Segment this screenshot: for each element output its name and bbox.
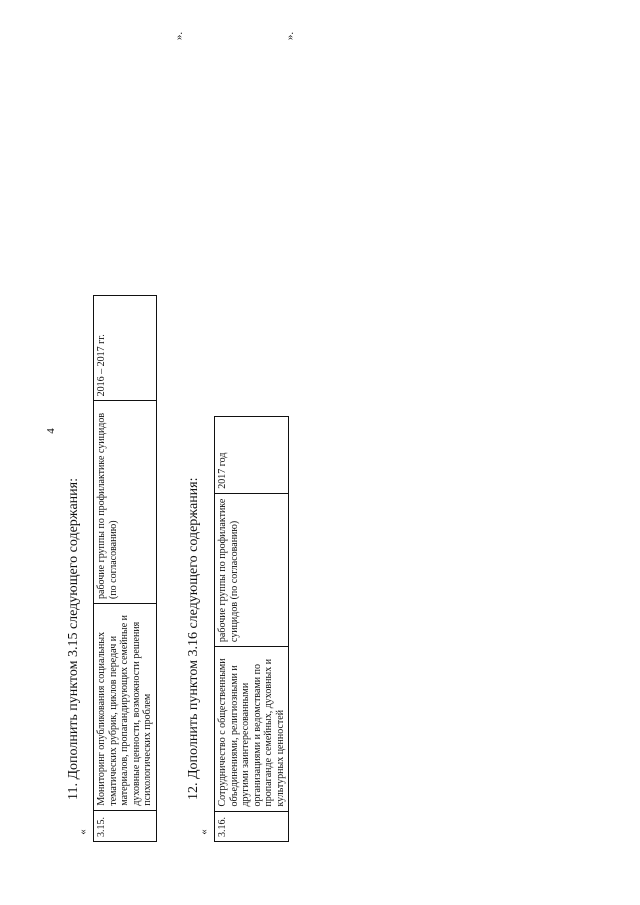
row-number: 3.16.: [215, 811, 289, 841]
section-12-table-wrap: [214, 416, 289, 842]
section-11-table: [93, 295, 157, 842]
section-12-quote-close: ».: [284, 31, 297, 41]
row-number: 3.15.: [94, 810, 157, 841]
row-term: 2017 год: [215, 417, 289, 494]
row-term: 2016 – 2017 гг.: [94, 296, 157, 401]
section-11-quote-open: «: [76, 829, 89, 835]
section-11-heading: 11. Дополнить пунктом 3.15 следующего содержания:: [66, 478, 81, 800]
row-responsible: рабочие группы по профилактике суицидов (по согласованию): [215, 493, 289, 646]
row-description: Сотрудничество с общественными объединениями, религиозными и другими заинтересованными организациями и ведомствами по пропаганде семейных, духовных и культурных ценностей: [215, 647, 289, 811]
section-11-quote-close: ».: [173, 31, 186, 41]
section-11-table-wrap: [93, 295, 157, 842]
section-12-table: [214, 416, 289, 842]
row-description: Мониторинг опубликования социальных тематических рубрик, циклов передач и материалов, пропагандирующих семейные и духовные ценности, возможности решения психологических проблем: [94, 604, 157, 811]
page-number: 4: [45, 428, 57, 434]
table-row: [215, 417, 289, 842]
section-12-quote-open: «: [197, 829, 210, 835]
section-12-heading: 12. Дополнить пунктом 3.16 следующего содержания:: [186, 477, 201, 800]
row-responsible: рабочие группы по профилактике суицидов (по согласованию): [94, 401, 157, 604]
table-row: [94, 296, 157, 842]
